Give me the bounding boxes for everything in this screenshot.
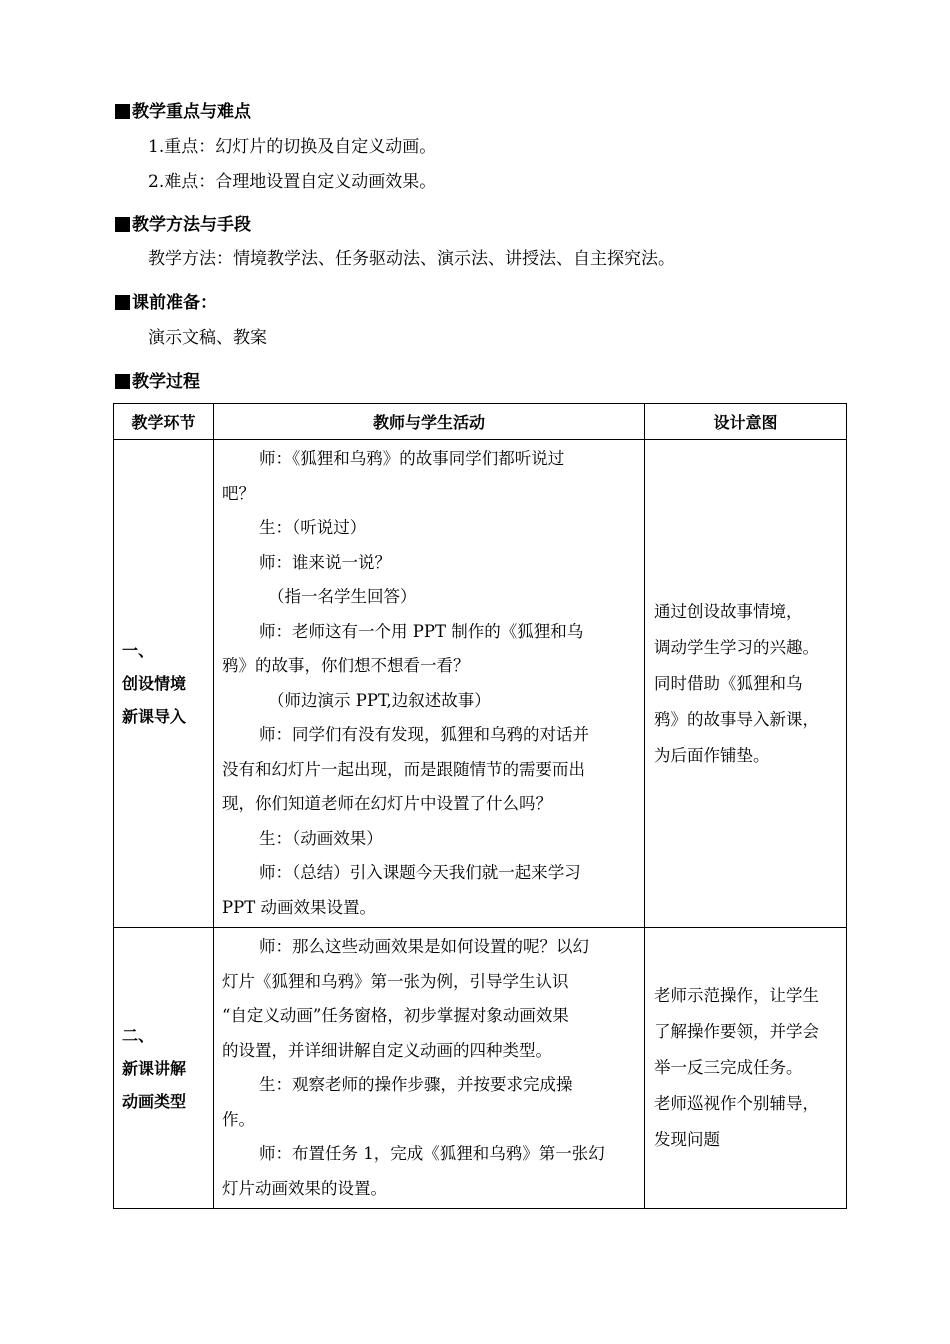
square-bullet-icon: [115, 295, 130, 310]
activity-line: 师：那么这些动画效果是如何设置的呢？以幻: [259, 937, 589, 956]
activity-cell: [214, 440, 645, 928]
activity-line: 师：布置任务 1，完成《狐狸和乌鸦》第一张幻: [259, 1144, 605, 1163]
activity-line: 的设置，并详细讲解自定义动画的四种类型。: [222, 1040, 552, 1060]
activity-line: 生：观察老师的操作步骤，并按要求完成操: [259, 1075, 573, 1094]
intent-line: 鸦》的故事导入新课，: [654, 709, 819, 729]
stage-title-line: 新课导入: [122, 707, 187, 726]
intent-line: 发现问题: [654, 1130, 720, 1149]
square-bullet-icon: [115, 217, 130, 232]
activity-line: PPT 动画效果设置。: [222, 897, 376, 917]
intent-line: 同时借助《狐狸和乌: [654, 673, 803, 693]
square-bullet-icon: [115, 104, 130, 119]
activity-line: （师边演示 PPT,边叙述故事）: [268, 690, 491, 710]
activity-line: 现，你们知道老师在幻灯片中设置了什么吗？: [222, 794, 552, 813]
header-intent: 设计意图: [645, 404, 847, 440]
stage-title-line: 新课讲解: [122, 1058, 187, 1078]
activity-line: 生：（动画效果）: [259, 828, 383, 848]
intent-line: 通过创设故事情境，: [654, 601, 803, 621]
activity-line: 师：《狐狸和乌鸦》的故事同学们都听说过: [259, 449, 565, 468]
activity-line: （指一名学生回答）: [268, 587, 417, 606]
stage-title-line: 创设情境: [122, 674, 187, 693]
activity-line: 师：老师这有一个用 PPT 制作的《狐狸和乌: [259, 621, 584, 641]
activity-line: 鸦》的故事，你们想不想看一看？: [222, 656, 470, 675]
stage-cell: [114, 928, 214, 1209]
intent-line: 了解操作要领，并学会: [654, 1022, 819, 1041]
activity-line: 生：（听说过）: [259, 518, 367, 537]
stage-cell: [114, 440, 214, 928]
activity-line: 师：谁来说一说？: [259, 552, 391, 572]
heading-process: 教学过程: [115, 371, 200, 393]
methods-text: 教学方法：情境教学法、任务驱动法、演示法、讲授法、自主探究法。: [148, 249, 675, 269]
intent-cell: [645, 928, 847, 1209]
activity-line: 作。: [222, 1109, 255, 1129]
heading-prep: 课前准备：: [115, 292, 217, 314]
activity-line: 没有和幻灯片一起出现，而是跟随情节的需要而出: [222, 759, 585, 779]
activity-line: “自定义动画”任务窗格，初步掌握对象动画效果: [222, 1006, 569, 1025]
heading-methods: 教学方法与手段: [115, 214, 251, 236]
activity-line: 师：同学们有没有发现，狐狸和乌鸦的对话并: [259, 725, 589, 744]
activity-line: 师：（总结）引入课题今天我们就一起来学习: [259, 863, 581, 882]
intent-line: 老师巡视作个别辅导，: [654, 1094, 819, 1113]
intent-line: 为后面作铺垫。: [654, 745, 770, 765]
activity-line: 灯片《狐狸和乌鸦》第一张为例，引导学生认识: [222, 971, 569, 991]
table-row: [114, 928, 847, 1209]
intent-line: 老师示范操作，让学生: [654, 986, 819, 1005]
stage-title-line: 动画类型: [122, 1091, 187, 1111]
stage-number: 一、: [122, 641, 155, 660]
intent-line: 举一反三完成任务。: [654, 1058, 803, 1077]
prep-text: 演示文稿、教案: [148, 328, 267, 348]
intent-line: 调动学生学习的兴趣。: [654, 637, 819, 657]
header-stage: 教学环节: [114, 404, 214, 440]
intent-cell: [645, 440, 847, 928]
activity-line: 吧？: [222, 483, 255, 503]
stage-number: 二、: [122, 1025, 155, 1045]
header-activity: 教师与学生活动: [214, 404, 645, 440]
focus-item-2: 2.难点：合理地设置自定义动画效果。: [148, 172, 437, 192]
table-header-row: [114, 404, 847, 440]
activity-line: 灯片动画效果的设置。: [222, 1178, 387, 1198]
focus-item-1: 1.重点：幻灯片的切换及自定义动画。: [148, 137, 437, 157]
heading-focus: 教学重点与难点: [115, 101, 251, 123]
square-bullet-icon: [115, 374, 130, 389]
activity-cell: [214, 928, 645, 1209]
process-table: [113, 403, 847, 1209]
table-row: [114, 440, 847, 928]
